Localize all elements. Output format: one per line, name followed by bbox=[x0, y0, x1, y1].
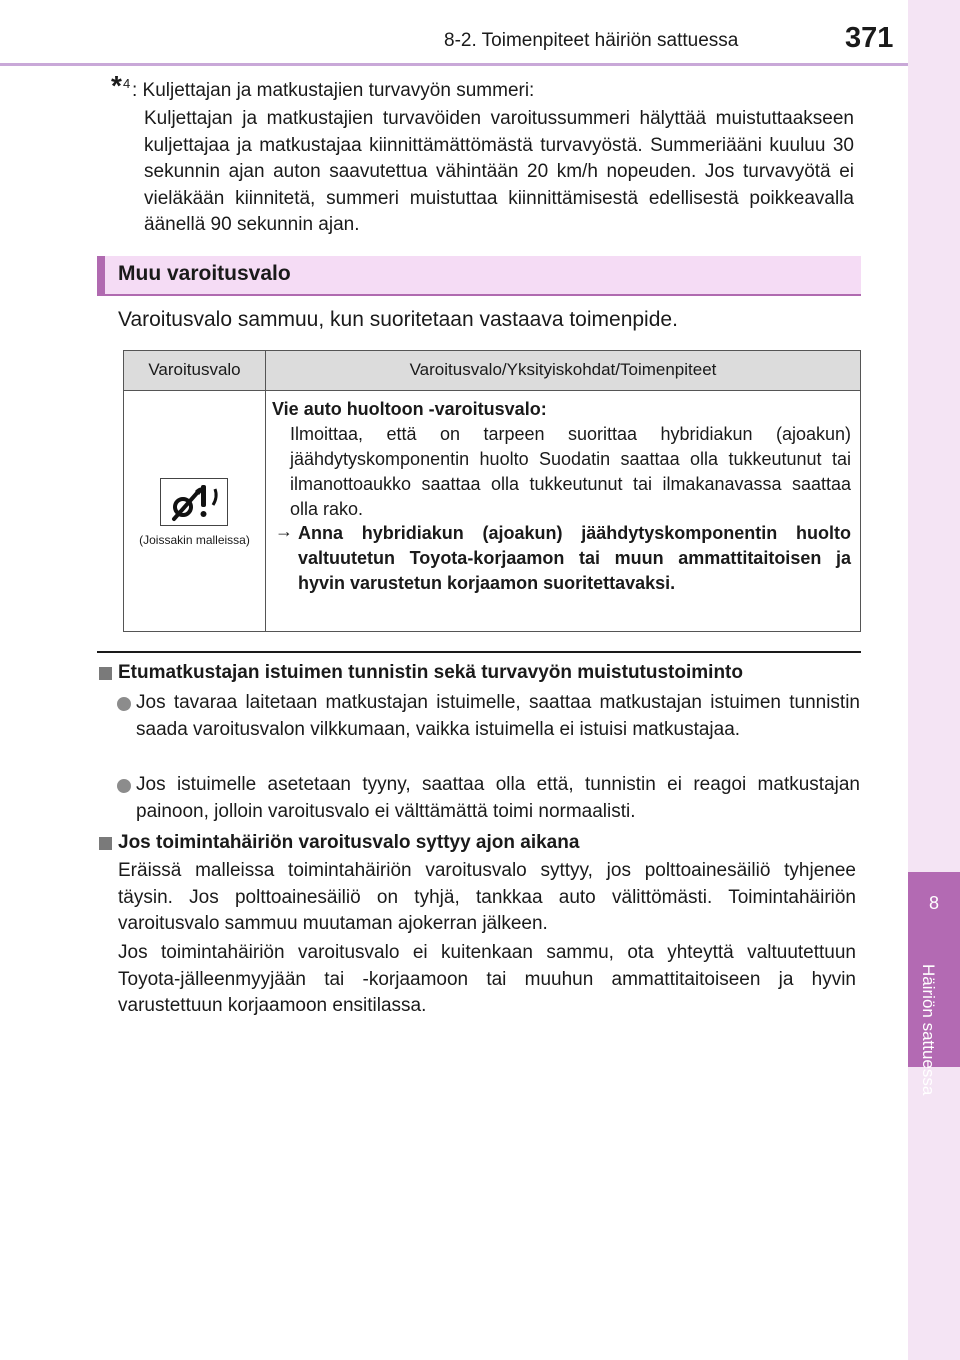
chapter-label: Häiriön sattuessa bbox=[919, 964, 938, 1096]
section-divider bbox=[97, 651, 861, 653]
footnote-body: Kuljettajan ja matkustajien turvavöiden varoitussummeri hälyttää muistuttaakseen kuljettajaa ja matkustajaa kiinnittämättömästä turvavyöstä. Summeriääni kuuluu 30 sekunnin ajan auton saavutettua vähintään 20 km/h nopeuden. Jos turvavyötä ei vieläkään kiinnitetä, summeri muistuttaa kiinnittämisestä edellisestä poikkeavalla äänellä 90 sekunnin ajan. bbox=[144, 108, 854, 236]
service-warning-icon bbox=[160, 478, 228, 526]
warning-light-table bbox=[123, 350, 861, 632]
section-title: Muu varoitusvalo bbox=[118, 262, 291, 285]
paragraph: Eräissä malleissa toimintahäiriön varoitusvalo syttyy, jos polttoainesäiliö tyhjenee täysin. Jos polttoainesäiliö on tyhjä, tankkaa auto välittömästi. Toimintahäiriön varoitusvalo sammuu muutaman ajokerran jälkeen. bbox=[118, 860, 856, 935]
bullet-text: Jos tavaraa laitetaan matkustajan istuimelle, saattaa matkustajan istuimen tunnistin saada varoitusvalon vilkkumaan, vaikka istuimella ei istuisi matkustajaa. bbox=[136, 692, 860, 740]
footnote-marker: * bbox=[111, 70, 122, 101]
arrow-icon: → bbox=[275, 521, 293, 541]
footnote-number: 4 bbox=[123, 76, 131, 91]
table-header-row bbox=[124, 351, 860, 391]
chapter-number: 8 bbox=[928, 893, 939, 913]
subsection-title: Etumatkustajan istuimen tunnistin sekä turvavyön muistutustoiminto bbox=[118, 662, 743, 683]
paragraph: Jos toimintahäiriön varoitusvalo ei kuitenkaan sammu, ota yhteyttä valtuutettuun Toyota-jälleenmyyjään tai -korjaamoon tai muuhun ammattitaitoiseen ja hyvin varustettuun korjaamoon ensitilassa. bbox=[118, 942, 856, 1017]
table-header-cell: Varoitusvalo bbox=[148, 360, 241, 379]
square-bullet-icon bbox=[99, 667, 112, 680]
table-header-cell: Varoitusvalo/Yksityiskohdat/Toimenpiteet bbox=[409, 360, 717, 379]
warning-description: Ilmoittaa, että on tarpeen suorittaa hybridiakun (ajoakun) jäähdytyskomponentin huolto Suodatin saattaa olla tukkeutunut tai ilmanottoaukko saattaa olla tukkeutunut tai ilmakanavassa saattaa olla rako. bbox=[290, 424, 851, 519]
round-bullet-icon bbox=[117, 697, 131, 711]
subsection-title: Jos toimintahäiriön varoitusvalo syttyy ajon aikana bbox=[118, 832, 580, 853]
column-divider bbox=[265, 351, 266, 631]
bullet-text: Jos istuimelle asetetaan tyyny, saattaa olla että, tunnistin ei reagoi matkustajan painoon, jolloin varoitusvalo ei välttämättä toimi normaalisti. bbox=[136, 774, 860, 822]
header-rule bbox=[0, 63, 908, 66]
side-tab-background bbox=[908, 0, 960, 1360]
running-header-section: 8-2. Toimenpiteet häiriön sattuessa bbox=[444, 30, 739, 51]
round-bullet-icon bbox=[117, 779, 131, 793]
page-number: 371 bbox=[845, 22, 894, 54]
footnote-title: : Kuljettajan ja matkustajien turvavyön summeri: bbox=[132, 80, 535, 101]
warning-title: Vie auto huoltoon -varoitusvalo: bbox=[272, 399, 547, 419]
warning-action: Anna hybridiakun (ajoakun) jäähdytyskomponentin huolto valtuutetun Toyota-korjaamon tai muun ammattitaitoisen ja hyvin varustetun korjaamon suoritettavaksi. bbox=[298, 523, 851, 593]
section-intro: Varoitusvalo sammuu, kun suoritetaan vastaava toimenpide. bbox=[118, 308, 678, 331]
square-bullet-icon bbox=[99, 837, 112, 850]
icon-caption: (Joissakin malleissa) bbox=[139, 533, 250, 547]
